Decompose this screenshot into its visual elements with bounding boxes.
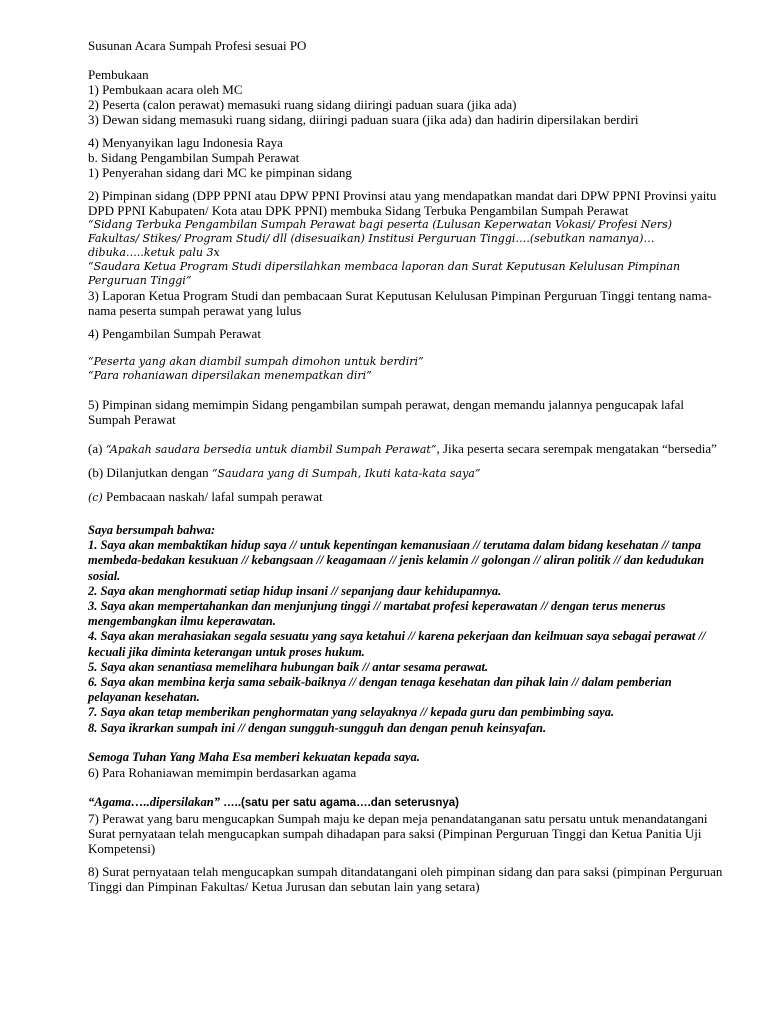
- item-lead-oath: 5) Pimpinan sidang memimpin Sidang pengambilan sumpah perawat, dengan memandu jalannya pengucapak lafal Sumpah Perawat: [88, 397, 685, 427]
- step-b: [88, 465, 728, 481]
- item-report: 3) Laporan Ketua Program Studi dan pembacaan Surat Keputusan Kelulusan Pimpinan Perguruan Tinggi tentang nama-nama peserta sumpah perawat yang lulus: [88, 288, 712, 318]
- oath-item-6: 6. Saya akan membina kerja sama sebaik-baiknya // dengan tenaga kesehatan dan pihak lain // dalam pemberian pelayanan kesehatan.: [88, 675, 672, 705]
- step-a: [88, 441, 728, 457]
- item-anthem: 4) Menyanyikan lagu Indonesia Raya: [88, 135, 283, 150]
- step-c-text: Pembacaan naskah/ lafal sumpah perawat: [102, 489, 323, 504]
- blessing: Semoga Tuhan Yang Maha Esa memberi kekuatan kepada saya.: [88, 749, 420, 764]
- step-a-prefix: (a): [88, 441, 106, 456]
- quote-stand: “Peserta yang akan diambil sumpah dimohon untuk berdiri”: [88, 355, 424, 368]
- item-handover: 1) Penyerahan sidang dari MC ke pimpinan sidang: [88, 165, 352, 180]
- opening-heading: Pembukaan: [88, 67, 149, 82]
- oath-item-5: 5. Saya akan senantiasa memelihara hubungan baik // antar sesama perawat.: [88, 659, 489, 674]
- step-c: [88, 489, 728, 505]
- oath-item-3: 3. Saya akan mempertahankan dan menjunjung tinggi // martabat profesi keperawatan // dengan terus menerus mengembangkan ilmu keperawatan.: [88, 599, 666, 629]
- quote-session-open-cont: Fakultas/ Stikes/ Program Studi/ dll (disesuaikan) Institusi Perguruan Tinggi….(sebutkan namanya)…dibuka…..ketuk palu 3x: [88, 232, 655, 259]
- agama-rest: …..(satu per satu agama….dan seterusnya): [219, 797, 459, 810]
- item-oath-taking: 4) Pengambilan Sumpah Perawat: [88, 326, 261, 341]
- quote-session-open-part1: “Sidang Terbuka Pengambilan Sumpah Perawat bagi peserta (Lulusan Keperwatan Vokasi/: [88, 218, 595, 231]
- agama-quote: “Agama…..dipersilakan”: [88, 795, 220, 810]
- item-chair-opens: 2) Pimpinan sidang (DPP PPNI atau DPW PPNI Provinsi atau yang mendapatkan mandat dari DPW PPNI Provinsi yaitu DPD PPNI Kabupaten/ Kota atau DPK PPNI) membuka Sidang Terbuka Pengambilan Sumpah Perawat: [88, 188, 717, 218]
- item-sign-statement: 7) Perawat yang baru mengucapkan Sumpah maju ke depan meja penandatanganan satu persatu untuk menandatangani Surat pernyataan telah mengucapkan sumpah dihadapan para saksi (Pimpinan Perguruan Tinggi dan Ketua Panitia Uji Kompetensi): [88, 811, 708, 857]
- step-a-suffix: , Jika peserta secara serempak mengatakan “bersedia”: [436, 441, 717, 456]
- quote-head-invite: “Saudara Ketua Program Studi dipersilahkan membaca laporan dan Surat Keputusan Kelulusan Pimpinan Perguruan Tinggi”: [88, 260, 681, 287]
- oath-item-1: 1. Saya akan membaktikan hidup saya // untuk kepentingan kemanusiaan // terutama dalam bidang kesehatan // tanpa membeda-bedakan kesukuan // kebangsaan // keagamaan // jenis kelamin // golongan // aliran politik // dan kedudukan sosial.: [88, 538, 705, 583]
- quote-clergy: “Para rohaniawan dipersilakan menempatkan diri”: [88, 369, 372, 382]
- step-a-quote: “Apakah saudara bersedia untuk diambil Sumpah Perawat”: [105, 443, 437, 456]
- item-clergy-lead: 6) Para Rohaniawan memimpin berdasarkan agama: [88, 765, 357, 781]
- opening-item-2: 2) Peserta (calon perawat) memasuki ruang sidang diiringi paduan suara (jika ada): [88, 97, 517, 112]
- oath-heading: Saya bersumpah bahwa:: [88, 523, 216, 537]
- oath-item-8: 8. Saya ikrarkan sumpah ini // dengan sungguh-sungguh dan dengan penuh keinsyafan.: [88, 720, 547, 735]
- quote-session-open-part1b: Profesi Ners): [594, 218, 673, 231]
- opening-item-1: 1) Pembukaan acara oleh MC: [88, 82, 243, 97]
- doc-title: Susunan Acara Sumpah Profesi sesuai PO: [88, 38, 307, 53]
- quote-session-open: [88, 218, 728, 232]
- agama-line: [88, 794, 728, 811]
- document-page: [88, 38, 728, 894]
- oath-item-2: 2. Saya akan menghormati setiap hidup insani // sepanjang daur kehidupannya.: [88, 583, 502, 598]
- step-b-prefix: (b) Dilanjutkan dengan: [88, 465, 212, 480]
- opening-item-3: 3) Dewan sidang memasuki ruang sidang, diiringi paduan suara (jika ada) dan hadirin dipersilakan berdiri: [88, 112, 639, 127]
- section-b-heading: b. Sidang Pengambilan Sumpah Perawat: [88, 150, 300, 165]
- step-c-prefix: (c): [88, 491, 103, 504]
- oath-item-4: 4. Saya akan merahasiakan segala sesuatu yang saya ketahui // karena pekerjaan dan keilmuan saya sebagai perawat // kecuali jika diminta keterangan untuk proses hukum.: [88, 629, 706, 659]
- oath-item-7: 7. Saya akan tetap memberikan penghormatan yang selayaknya // kepada guru dan pembimbing saya.: [88, 705, 615, 720]
- step-b-quote: “Saudara yang di Sumpah, Ikuti kata-kata saya”: [211, 467, 481, 480]
- item-statement-signed: 8) Surat pernyataan telah mengucapkan sumpah ditandatangani oleh pimpinan sidang dan para saksi (pimpinan Perguruan Tinggi dan Pimpinan Fakultas/ Ketua Jurusan dan sebutan lain yang setara): [88, 864, 723, 895]
